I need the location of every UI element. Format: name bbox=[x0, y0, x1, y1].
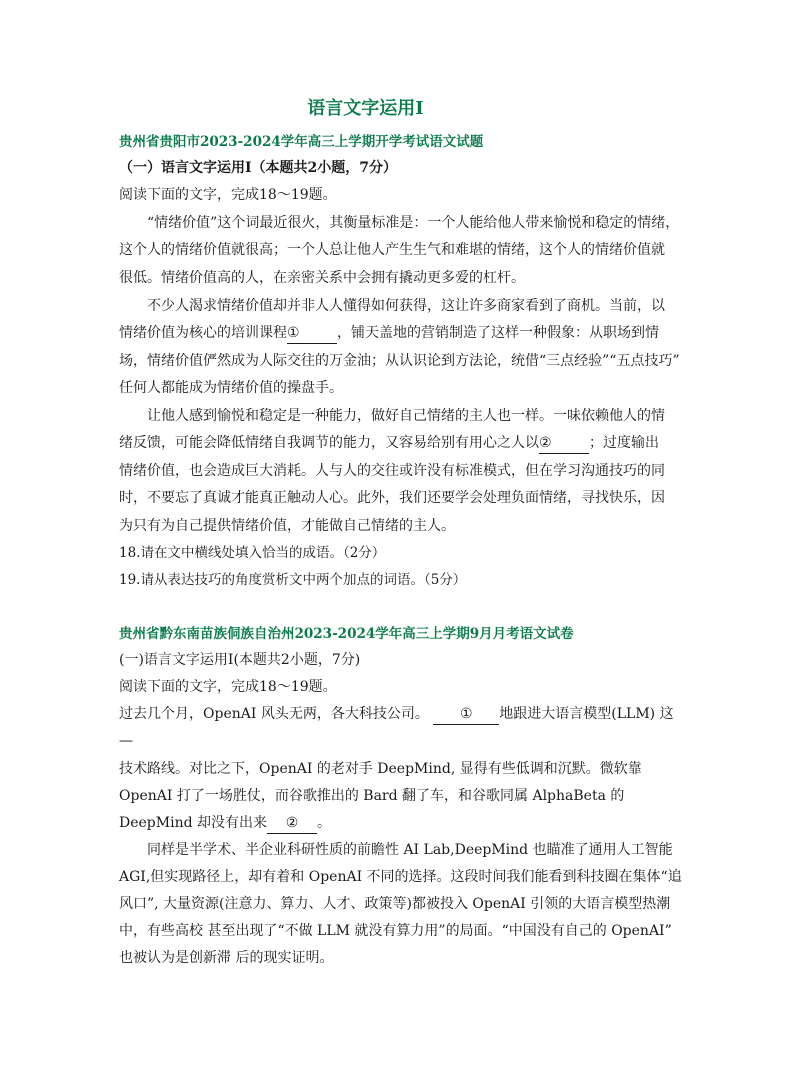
s1-p1-line2: 这个人的情绪价值就很高；一个人总让他人产生生气和难堪的情绪，这个人的情绪价值就 bbox=[119, 242, 665, 258]
question-18: 18.请在文中横线处填入恰当的成语。（2分） bbox=[119, 545, 386, 561]
section2-intro: 阅读下面的文字，完成18～19题。 bbox=[119, 679, 337, 695]
page-title-text: 语言文字运用Ⅰ bbox=[307, 98, 424, 119]
s1-p3-line2-a: 绪反馈，可能会降低情绪自我调节的能力，又容易给别有用心之人以 bbox=[119, 435, 539, 451]
s2-p-line3: 风口”, 大量资源(注意力、算力、人才、政策等)都被投入 OpenAI 引领的大语言模型热潮 bbox=[119, 896, 671, 912]
section1-heading: （一）语言文字运用Ⅰ（本题共2小题，7分） bbox=[119, 160, 398, 176]
s2-blank-2[interactable]: ② bbox=[267, 813, 317, 834]
s2-p-line2: AGI,但实现路径上，却有着和 OpenAI 不同的选择。这段时间我们能看到科技圈在集体“追 bbox=[119, 869, 682, 885]
s1-p3-line4: 时，不要忘了真诚才能真正触动人心。此外，我们还要学会处理负面情绪，寻找快乐，因 bbox=[119, 490, 665, 506]
section2-heading: (一)语言文字运用Ⅰ(本题共2小题，7分) bbox=[119, 652, 361, 668]
s1-p3-line5: 为只有为自己提供情绪价值，才能做自己情绪的主人。 bbox=[119, 518, 455, 534]
s2-line3: 技术路线。对比之下，OpenAI 的老对手 DeepMind, 显得有些低调和沉默。微软靠 bbox=[119, 761, 642, 777]
s1-p2-line2 bbox=[119, 323, 659, 344]
s1-p3-line3: 情绪价值，也会造成巨大消耗。人与人的交往或许没有标准模式，但在学习沟通技巧的同 bbox=[119, 463, 665, 479]
s2-line1-a: 过去几个月，OpenAI 风头无两，各大科技公司。 bbox=[119, 706, 429, 722]
s1-p3-line2-b: ；过度输出 bbox=[589, 435, 659, 451]
s2-p-line4: 中，有些高校 甚至出现了“不做 LLM 就没有算力用”的局面。“中国没有自己的 OpenAI” bbox=[119, 923, 672, 939]
s2-p-line1: 同样是半学术、半企业科研性质的前瞻性 AI Lab,DeepMind 也瞄准了通用人工智能 bbox=[147, 842, 673, 858]
s2-line1-b: 地跟进大语言模型(LLM) 这 bbox=[499, 706, 674, 722]
section2-source: 贵州省黔东南苗族侗族自治州2023-2024学年高三上学期9月月考语文试卷 bbox=[119, 626, 574, 642]
s2-blank-1[interactable]: ① bbox=[433, 704, 499, 725]
s2-line5-a: DeepMind 却没有出来 bbox=[119, 815, 267, 831]
s1-p3-line1: 让他人感到愉悦和稳定是一种能力，做好自己情绪的主人也一样。一味依赖他人的情 bbox=[147, 408, 665, 424]
page-title bbox=[0, 94, 791, 120]
s1-p2-line3: 场，情绪价值俨然成为人际交往的万金油；从认识论到方法论，统借“三点经验”“五点技巧” bbox=[119, 353, 680, 369]
s2-p-line5: 也被认为是创新滞 后的现实证明。 bbox=[119, 950, 334, 966]
s1-p2-line1: 不少人渴求情绪价值却并非人人懂得如何获得，这让许多商家看到了商机。当前，以 bbox=[147, 298, 665, 314]
s2-line1 bbox=[119, 704, 674, 725]
s1-p2-line2-b: ，铺天盖地的营销制造了这样一种假象：从职场到情 bbox=[337, 325, 659, 341]
s1-p1-line3: 很低。情绪价值高的人，在亲密关系中会拥有撬动更多爱的杠杆。 bbox=[119, 270, 525, 286]
s2-line2: — bbox=[119, 733, 133, 749]
blank-1[interactable]: ① bbox=[287, 323, 337, 344]
section1-source: 贵州省贵阳市2023-2024学年高三上学期开学考试语文试题 bbox=[119, 134, 484, 150]
s2-line4: OpenAI 打了一场胜仗，而谷歌推出的 Bard 翻了车，和谷歌同属 AlphaBeta 的 bbox=[119, 788, 625, 804]
question-19: 19.请从表达技巧的角度赏析文中两个加点的词语。（5分） bbox=[119, 572, 467, 588]
s1-p2-line4: 任何人都能成为情绪价值的操盘手。 bbox=[119, 380, 343, 396]
section1-intro: 阅读下面的文字，完成18～19题。 bbox=[119, 187, 337, 203]
s2-line5-b: 。 bbox=[317, 815, 331, 831]
blank-2[interactable]: ② bbox=[539, 433, 589, 454]
s1-p3-line2 bbox=[119, 433, 659, 454]
s1-p1-line1: “情绪价值”这个词最近很火，其衡量标准是：一个人能给他人带来愉悦和稳定的情绪， bbox=[147, 215, 680, 231]
s2-line5 bbox=[119, 813, 331, 834]
s1-p2-line2-a: 情绪价值为核心的培训课程 bbox=[119, 325, 287, 341]
